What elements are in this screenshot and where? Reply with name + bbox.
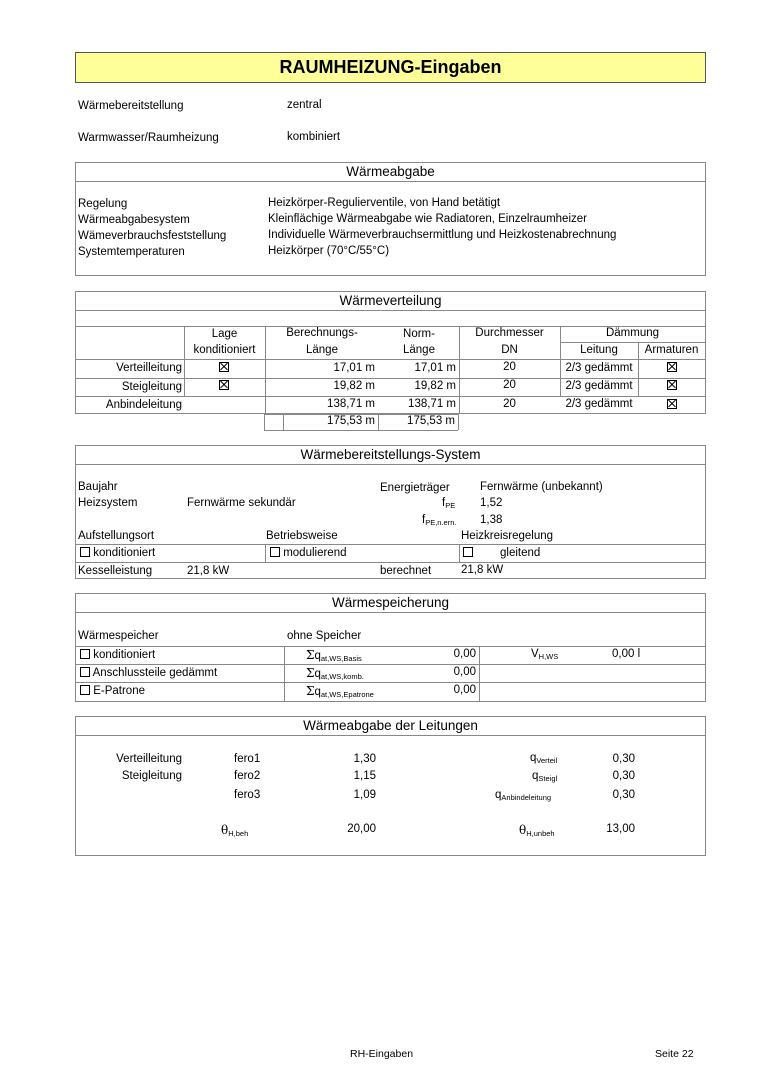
col-berechnungs: Berechnungs- <box>286 327 358 339</box>
fero3-value: 1,09 <box>353 789 376 801</box>
row-anbindeleitung-name: Anbindeleitung <box>105 399 182 411</box>
steigleitung-norm: 19,82 m <box>414 380 456 392</box>
col-lage: Lage <box>211 328 238 340</box>
steigleitung-dn: 20 <box>503 379 516 391</box>
col-leitung: Leitung <box>580 344 618 356</box>
regelung-label: Regelung <box>78 198 128 210</box>
baujahr-label: Baujahr <box>78 481 118 493</box>
fero2-label: fero2 <box>234 770 261 782</box>
fpe-symbol: $f_{PE}$ <box>442 497 456 510</box>
waermeabgabesystem-value: Kleinflächige Wärmeabgabe wie Radiatoren, Einzelraumheizer <box>268 213 587 225</box>
sum-ber: 175,53 m <box>327 415 375 427</box>
col-laenge-norm: Länge <box>403 344 435 356</box>
footer-page-number: Seite 22 <box>655 1048 694 1060</box>
regelung-value: Heizkörper-Regulierventile, von Hand betätigt <box>268 197 501 209</box>
fpe-nern-symbol: $f_{PE,n.ern.}$ <box>422 514 457 527</box>
col-norm: Norm- <box>403 328 435 340</box>
col-konditioniert: konditioniert <box>193 344 256 356</box>
fero2-value: 1,15 <box>353 770 376 782</box>
theta-beh-symbol: $\theta_{H,beh}$ <box>221 823 249 838</box>
berechnet-value: 21,8 kW <box>461 564 504 576</box>
row-steigleitung-name: Steigleitung <box>121 381 182 393</box>
epatrone-label: E-Patrone <box>93 685 145 697</box>
waermebereitstellung-value: zentral <box>287 99 322 111</box>
steigleitung-lage-checkbox[interactable] <box>219 380 229 392</box>
section-heading: Wärmeverteilung <box>76 292 705 311</box>
row-verteilleitung-name: Verteilleitung <box>116 362 182 374</box>
verteilleitung-norm: 17,01 m <box>414 362 456 374</box>
section-waermeabgabe <box>75 162 706 276</box>
q-verteil-symbol: $q_{Verteil}$ <box>530 752 558 765</box>
q-basis-value: 0,00 <box>453 648 476 660</box>
fero1-label: fero1 <box>234 753 261 765</box>
section-heading: Wärmeabgabe <box>76 163 705 182</box>
waermeabgabesystem-label: Wärmeabgabesystem <box>78 214 190 226</box>
betriebsweise-label: Betriebsweise <box>266 530 338 542</box>
verbrauchsfeststellung-value: Individuelle Wärmeverbrauchsermittlung und Heizkostenabrechnung <box>268 229 617 241</box>
section-waermeverteilung <box>75 291 706 414</box>
anschlussteile-checkbox[interactable] <box>80 667 217 679</box>
q-epatrone-value: 0,00 <box>453 684 476 696</box>
verteilleitung-dn: 20 <box>503 361 516 373</box>
section-system <box>75 445 706 579</box>
col-durchmesser: Durchmesser <box>475 327 544 339</box>
col-dn: DN <box>501 344 518 356</box>
konditioniert-checkbox[interactable] <box>80 547 155 559</box>
v-hws-value: 0,00 l <box>612 648 641 660</box>
aufstellungsort-label: Aufstellungsort <box>78 530 155 542</box>
heizsystem-value: Fernwärme sekundär <box>187 497 296 509</box>
q-komb-symbol: $\Sigma q_{at,WS,komb.}$ <box>306 666 364 681</box>
q-basis-symbol: $\Sigma q_{at,WS,Basis}$ <box>306 648 362 663</box>
theta-unbeh-symbol: $\theta_{H,unbeh}$ <box>519 823 555 838</box>
heizkreisregelung-label: Heizkreisregelung <box>461 530 554 542</box>
steigleitung-ber: 19,82 m <box>333 380 375 392</box>
footer-center: RH-Eingaben <box>350 1048 414 1060</box>
konditioniert-label: konditioniert <box>93 547 156 559</box>
modulierend-checkbox[interactable] <box>270 547 347 559</box>
warmwasser-label: Warmwasser/Raumheizung <box>78 132 219 144</box>
q-steig-value: 0,30 <box>612 770 635 782</box>
col-daemmung: Dämmung <box>605 327 660 339</box>
v-hws-symbol: $V_{H,WS}$ <box>531 648 559 661</box>
q-verteil-value: 0,30 <box>612 753 635 765</box>
section-leitungen <box>75 716 706 856</box>
waermespeicher-label: Wärmespeicher <box>78 630 159 642</box>
verteilleitung-armaturen-checkbox[interactable] <box>667 362 677 374</box>
verbrauchsfeststellung-label: Wämeverbrauchsfeststellung <box>78 230 227 242</box>
kesselleistung-label: Kesselleistung <box>78 565 153 577</box>
q-steig-symbol: $q_{Steigl}$ <box>532 770 558 783</box>
energietraeger-value: Fernwärme (unbekannt) <box>480 481 603 493</box>
speicher-konditioniert-label: konditioniert <box>93 649 156 661</box>
fero1-value: 1,30 <box>353 753 376 765</box>
q-komb-value: 0,00 <box>453 666 476 678</box>
anschlussteile-label: Anschlussteile gedämmt <box>92 667 218 679</box>
systemtemperaturen-value: Heizkörper (70°C/55°C) <box>268 245 390 257</box>
verteilleitung-lage-checkbox[interactable] <box>219 362 229 374</box>
anbindeleitung-norm: 138,71 m <box>408 398 456 410</box>
col-laenge-ber: Länge <box>306 344 338 356</box>
kesselleistung-value: 21,8 kW <box>187 565 230 577</box>
steigleitung-leitung: 2/3 gedämmt <box>565 380 633 392</box>
section-speicher <box>75 593 706 702</box>
anbindeleitung-dn: 20 <box>503 398 516 410</box>
anbindeleitung-armaturen-checkbox[interactable] <box>667 399 677 411</box>
anbindeleitung-leitung: 2/3 gedämmt <box>565 398 633 410</box>
section-heading: Wärmeabgabe der Leitungen <box>76 717 705 736</box>
leitungen-steig-label: Steigleitung <box>121 770 182 782</box>
page-title: RAUMHEIZUNG-Eingaben <box>75 52 706 83</box>
energietraeger-label: Energieträger <box>380 482 450 494</box>
section-heading: Wärmebereitstellungs-System <box>76 446 705 465</box>
q-epatrone-symbol: $\Sigma q_{at,WS,Epatrone}$ <box>306 684 374 699</box>
verteilleitung-ber: 17,01 m <box>333 362 375 374</box>
q-anbinde-symbol: $q_{Anbindeleitung}$ <box>495 789 552 802</box>
theta-beh-value: 20,00 <box>347 823 376 835</box>
fpe-nern-value: 1,38 <box>480 514 503 526</box>
sum-norm: 175,53 m <box>407 415 455 427</box>
fero3-label: fero3 <box>234 789 261 801</box>
fpe-value: 1,52 <box>480 497 503 509</box>
col-armaturen: Armaturen <box>644 344 699 356</box>
anbindeleitung-ber: 138,71 m <box>327 398 375 410</box>
steigleitung-armaturen-checkbox[interactable] <box>667 380 677 392</box>
theta-unbeh-value: 13,00 <box>606 823 635 835</box>
gleitend-checkbox[interactable] <box>463 547 473 559</box>
verteilleitung-leitung: 2/3 gedämmt <box>565 362 633 374</box>
heizsystem-label: Heizsystem <box>78 497 138 509</box>
systemtemperaturen-label: Systemtemperaturen <box>78 246 185 258</box>
modulierend-label: modulierend <box>283 547 347 559</box>
leitungen-verteil-label: Verteilleitung <box>116 753 182 765</box>
epatrone-checkbox[interactable] <box>80 685 145 697</box>
waermebereitstellung-label: Wärmebereitstellung <box>78 100 184 112</box>
warmwasser-value: kombiniert <box>287 131 341 143</box>
gleitend-label: gleitend <box>500 547 541 559</box>
q-anbinde-value: 0,30 <box>612 789 635 801</box>
waermespeicher-value: ohne Speicher <box>287 630 362 642</box>
section-heading: Wärmespeicherung <box>76 594 705 613</box>
speicher-konditioniert-checkbox[interactable] <box>80 649 155 661</box>
berechnet-label: berechnet <box>380 565 432 577</box>
